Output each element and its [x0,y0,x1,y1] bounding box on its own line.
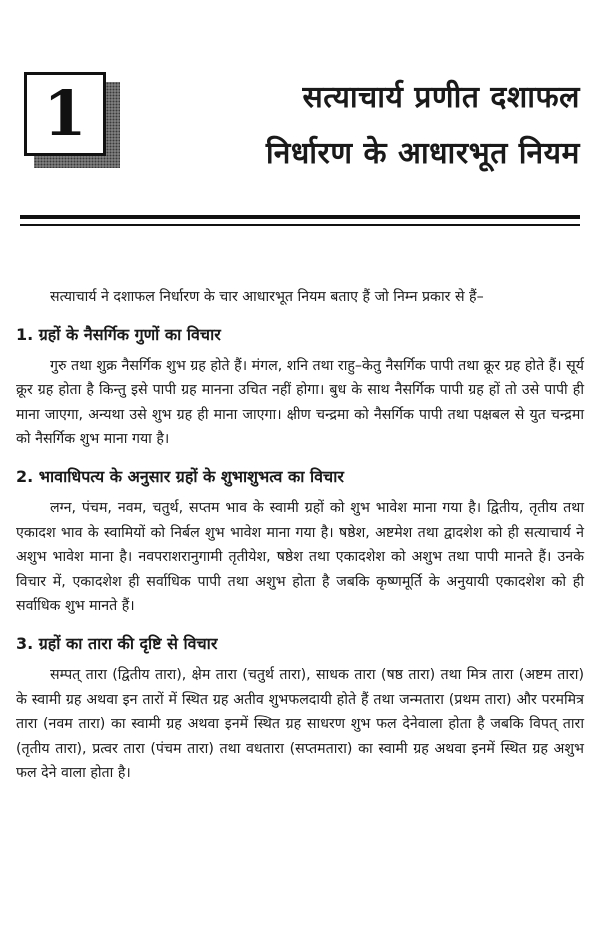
intro-paragraph: सत्याचार्य ने दशाफल निर्धारण के चार आधारभूत नियम बताए हैं जो निम्न प्रकार से हैं– [50,289,484,305]
section-3-heading: 3. ग्रहों का तारा की दृष्टि से विचार [16,633,218,653]
chapter-title [150,70,580,182]
title-divider-thin [20,224,580,226]
title-divider-thick [20,215,580,219]
section-2-body: लग्न, पंचम, नवम, चतुर्थ, सप्तम भाव के स्वामी ग्रहों को शुभ भावेश माना गया है। द्वितीय, तृतीय तथा एकादश भाव के स्वामियों को निर्बल शुभ भावेश माना गया है। षष्ठेश, अष्टमेश तथा द्वादशेश को ही सत्याचार्य ने अशुभ भावेश माना है। नवपराशरानुगामी तृतीयेश, षष्ठेश तथा एकादशेश को अशुभ तथा पापी मानते हैं। उनके विचार में, एकादशेश ही सर्वाधिक पापी तथा अशुभ होता है जबकि कृष्णमूर्ति के अनुयायी एकादशेश को ही सर्वाधिक शुभ मानते हैं। [16,499,584,615]
chapter-box-frame [24,72,106,156]
chapter-number-box [24,72,114,164]
section-3-body: सम्पत् तारा (द्वितीय तारा), क्षेम तारा (चतुर्थ तारा), साधक तारा (षष्ठ तारा) तथा मित्र तारा (अष्टम तारा) के स्वामी ग्रह अथवा इन तारों में स्थित ग्रह अतीव शुभफलदायी होते हैं तथा जन्मतारा (प्रथम तारा) और परममित्र तारा (नवम तारा) का स्वामी ग्रह अथवा इनमें स्थित ग्रह साधरण शुभ फल देनेवाला होता है जबकि विपत् तारा (तृतीय तारा), प्रत्वर तारा (पंचम तारा) तथा वधतारा (सप्तमतारा) का स्वामी ग्रह अथवा इनमें स्थित ग्रह अशुभ फल देने वाला होता है। [16,666,584,782]
chapter-title-line-2: निर्धारण के आधारभूत नियम [265,136,580,171]
section-1-heading: 1. ग्रहों के नैसर्गिक गुणों का विचार [16,324,221,344]
chapter-body [16,285,584,786]
chapter-title-line-1: सत्याचार्य प्रणीत दशाफल [302,80,580,115]
chapter-number: 1 [43,77,87,150]
section-1-body: गुरु तथा शुक्र नैसर्गिक शुभ ग्रह होते हैं। मंगल, शनि तथा राहु–केतु नैसर्गिक पापी तथा क्रूर ग्रह होते हैं। सूर्य क्रूर ग्रह होता है किन्तु इसे पापी ग्रह मानना उचित नहीं होगा। बुध के साथ नैसर्गिक पापी ग्रह हों तो उसे पापी ही माना जाएगा, अन्यथा उसे शुभ ग्रह ही माना जाएगा। क्षीण चन्द्रमा को नैसर्गिक पापी तथा पक्षबल से युत चन्द्रमा को नैसर्गिक शुभ माना गया है। [16,357,584,448]
section-2-heading: 2. भावाधिपत्य के अनुसार ग्रहों के शुभाशुभत्व का विचार [16,466,344,486]
